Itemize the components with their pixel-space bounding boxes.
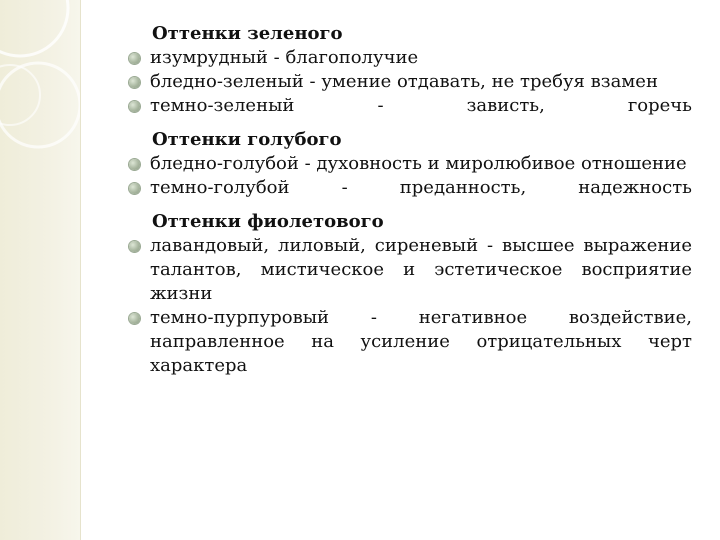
list-item-meaning: преданность, — [399, 177, 527, 198]
list-item-term: темно-голубой — [150, 177, 290, 198]
list-item — [150, 152, 692, 176]
list-item-meaning: зависть, — [466, 95, 545, 116]
bullet-list — [150, 234, 692, 378]
slide-content — [150, 22, 692, 388]
list-item — [150, 94, 692, 118]
list-item-term: темно-зеленый — [150, 95, 295, 116]
section-violet — [150, 210, 692, 378]
bullet-icon — [129, 241, 140, 252]
list-item — [150, 176, 692, 200]
section-green — [150, 22, 692, 118]
list-item — [150, 306, 692, 378]
list-item-meaning: горечь — [627, 95, 692, 116]
section-heading: Оттенки фиолетового — [152, 211, 384, 232]
section-blue — [150, 128, 692, 200]
bullet-icon — [129, 53, 140, 64]
circle-ornament-icon — [0, 0, 80, 540]
bullet-icon — [129, 313, 140, 324]
list-item-meaning: надежность — [578, 177, 692, 198]
bullet-list — [150, 152, 692, 200]
list-item-text: бледно-зеленый - умение отдавать, не требуя взамен — [150, 71, 658, 92]
list-item-text: бледно-голубой - духовность и миролюбивое отношение — [150, 153, 687, 174]
bullet-icon — [129, 77, 140, 88]
bullet-icon — [129, 159, 140, 170]
section-heading: Оттенки голубого — [152, 129, 342, 150]
decorative-sidebar — [0, 0, 81, 540]
section-heading: Оттенки зеленого — [152, 23, 343, 44]
bullet-icon — [129, 101, 140, 112]
list-item — [150, 46, 692, 70]
list-item — [150, 234, 692, 306]
list-item — [150, 70, 692, 94]
list-item-dash: - — [377, 95, 384, 116]
list-item-dash: - — [341, 177, 348, 198]
list-item-text: лавандовый, лиловый, сиреневый - высшее выражение талантов, мистическое и эстетическое восприятие жизни — [150, 235, 692, 304]
list-item-text: изумрудный - благополучие — [150, 47, 419, 68]
bullet-list — [150, 46, 692, 118]
bullet-icon — [129, 183, 140, 194]
list-item-text: темно-пурпуровый - негативное воздействие, направленное на усиление отрицательных черт характера — [150, 307, 692, 376]
